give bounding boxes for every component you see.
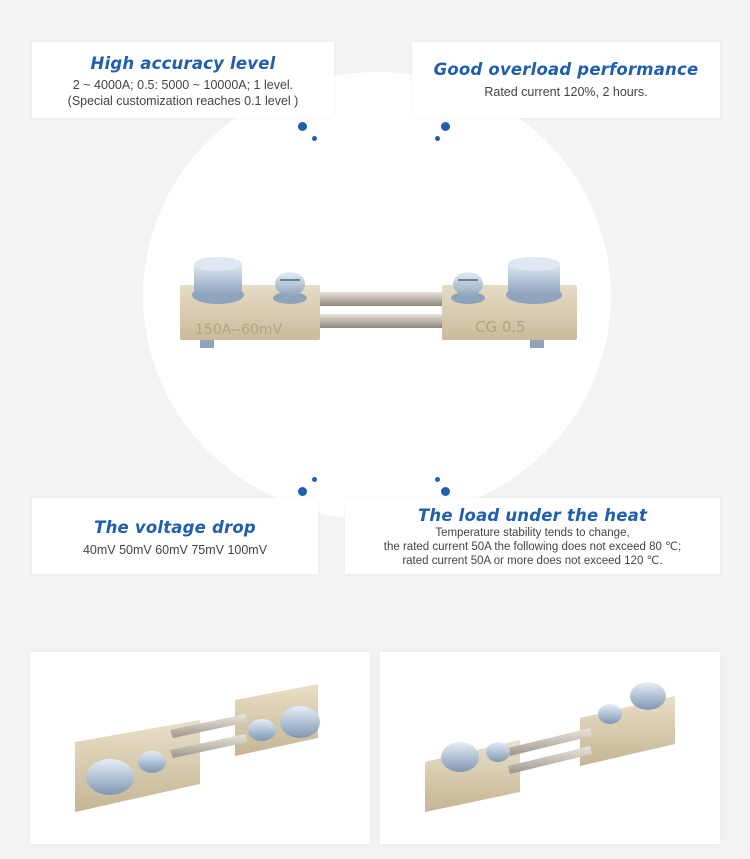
- decor-dot: [441, 122, 450, 131]
- decor-dot: [435, 136, 440, 141]
- feature-card-voltage-drop: [32, 498, 318, 574]
- decor-dot: [441, 487, 450, 496]
- decor-dot: [312, 477, 317, 482]
- shunt-angle-image: [30, 652, 370, 844]
- product-photo-left: [30, 652, 370, 844]
- feature-line: Temperature stability tends to change,: [435, 527, 630, 539]
- feature-line: Rated current 120%, 2 hours.: [484, 85, 648, 99]
- feature-card-overload: [412, 42, 720, 118]
- decor-dot: [298, 487, 307, 496]
- decor-dot: [435, 477, 440, 482]
- feature-title: The voltage drop: [94, 518, 256, 537]
- feature-line: 2 ~ 4000A; 0.5: 5000 ~ 10000A; 1 level.: [72, 78, 294, 92]
- left-block-marking: 150A--60mV: [195, 322, 283, 338]
- shunt-side-image: [380, 652, 720, 844]
- feature-title: The load under the heat: [417, 506, 648, 525]
- feature-card-heat-load: [345, 498, 720, 574]
- decor-dot: [298, 122, 307, 131]
- feature-line: (Special customization reaches 0.1 level ): [67, 94, 299, 108]
- feature-line: rated current 50A or more does not exceed 120 ℃.: [402, 555, 663, 567]
- shunt-hero-image: [150, 240, 600, 370]
- feature-card-accuracy: [32, 42, 334, 118]
- feature-title: High accuracy level: [90, 54, 276, 73]
- product-photo-right: [380, 652, 720, 844]
- right-block-marking: CG 0.5: [475, 318, 526, 336]
- feature-line: 40mV 50mV 60mV 75mV 100mV: [82, 543, 268, 557]
- feature-line: the rated current 50A the following does not exceed 80 ℃;: [383, 541, 682, 553]
- feature-title: Good overload performance: [433, 60, 699, 79]
- decor-dot: [312, 136, 317, 141]
